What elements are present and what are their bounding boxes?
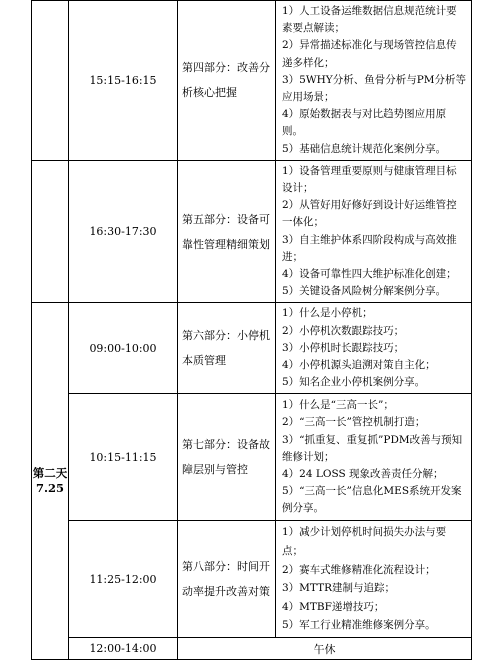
day-date: 7.25 — [35, 481, 64, 496]
schedule-table — [31, 0, 472, 660]
part-cell: 第八部分：时间开动率提升改善对策 — [178, 521, 276, 638]
table-row — [32, 521, 472, 638]
list-item: 3）5WHY分析、鱼骨分析与PM分析等应用场景； — [282, 73, 467, 104]
list-item: 5）基础信息统计规范化案例分享。 — [282, 142, 447, 155]
list-item: 4）小停机源头追溯对策自主化； — [282, 359, 436, 372]
table-row — [32, 394, 472, 521]
items-cell — [276, 303, 472, 394]
list-item: 1）人工设备运维数据信息规范统计要素要点解读； — [282, 5, 457, 35]
list-item: 1）什么是小停机； — [282, 307, 373, 320]
part-cell: 第五部分：设备可靠性管理精细策划 — [178, 160, 276, 303]
list-item: 4）24 LOSS 现象改善责任分解； — [282, 468, 444, 481]
list-item: 5）“三高一长”信息化MES系统开发案例分享。 — [282, 485, 462, 515]
day-cell-empty — [32, 1, 69, 161]
part-cell: 第七部分：设备故障层别与管控 — [178, 394, 276, 521]
table-row — [32, 1, 472, 161]
items-cell — [276, 521, 472, 638]
time-cell: 15:15-16:15 — [69, 1, 178, 161]
list-item: 3）MTTR建制与追踪； — [282, 582, 396, 595]
list-item: 4）原始数据表与对比趋势图应用原则。 — [282, 108, 447, 138]
list-item: 3）“抓重复、重复抓”PDM改善与预知维修计划； — [282, 433, 463, 463]
list-item: 5）知名企业小停机案例分享。 — [282, 376, 426, 389]
table-row — [32, 638, 472, 660]
list-item: 2）赛车式维修精准化流程设计； — [282, 563, 436, 576]
list-item: 2）“三高一长”管控机制打造； — [282, 416, 426, 429]
list-item: 1）减少计划停机时间损失办法与要点； — [282, 526, 447, 558]
list-item: 3）自主维护体系四阶段构成与高效推进； — [282, 233, 457, 263]
list-item: 1）设备管理重要原则与健康管理目标设计； — [282, 164, 457, 195]
list-item: 2）从管好用好修好到设计好运维管控一体化； — [282, 199, 457, 229]
time-cell: 10:15-11:15 — [69, 394, 178, 521]
list-item: 4）MTBF递增技巧； — [282, 600, 385, 613]
list-item: 4）设备可靠性四大维护标准化创建； — [282, 268, 457, 281]
list-item: 5）军工行业精准维修案例分享。 — [282, 619, 436, 632]
time-cell: 16:30-17:30 — [69, 160, 178, 303]
table-row — [32, 160, 472, 303]
list-item: 2）小停机次数跟踪技巧； — [282, 324, 405, 337]
items-cell — [276, 160, 472, 303]
time-cell: 09:00-10:00 — [69, 303, 178, 394]
items-cell — [276, 1, 472, 161]
list-item: 1）什么是“三高一长”； — [282, 399, 394, 412]
part-cell: 第四部分：改善分析核心把握 — [178, 1, 276, 161]
lunch-time-cell: 12:00-14:00 — [69, 638, 178, 660]
part-cell: 第六部分：小停机本质管理 — [178, 303, 276, 394]
list-item: 3）小停机时长跟踪技巧； — [282, 341, 405, 354]
time-cell: 11:25-12:00 — [69, 521, 178, 638]
day-cell-empty — [32, 160, 69, 303]
day-cell — [32, 303, 69, 660]
items-cell — [276, 394, 472, 521]
lunch-cell: 午休 — [178, 638, 472, 660]
list-item: 5）关键设备风险树分解案例分享。 — [282, 285, 447, 298]
day-label: 第二天 — [32, 466, 68, 481]
table-row — [32, 303, 472, 394]
list-item: 2）异常描述标准化与现场管控信息传递多样化； — [282, 39, 457, 69]
